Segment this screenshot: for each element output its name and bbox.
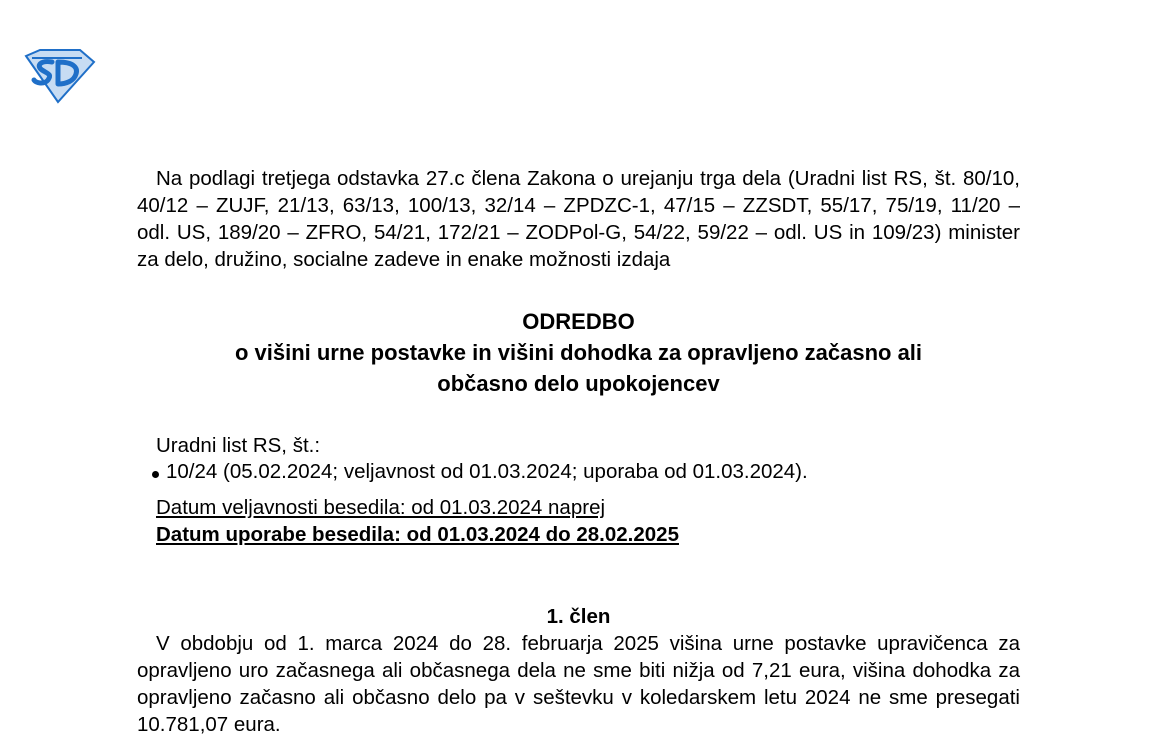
application-date: Datum uporabe besedila: od 01.03.2024 do 28.02.2025: [156, 523, 679, 546]
article-text: V obdobju od 1. marca 2024 do 28. februarja 2025 višina urne postavke upravičenca za opravljeno uro začasnega ali občasnega dela ne sme biti nižja od 7,21 eura, višina dohodka za opravljeno začasno ali občasno delo pa v seštevku v koledarskem letu 2024 ne sme presegati 10.781,07 eura.: [137, 632, 1020, 736]
gazette-entry: [137, 459, 1020, 485]
publisher-logo: [22, 48, 96, 104]
gazette-list: [137, 459, 1020, 485]
document-body: [137, 165, 1020, 738]
gazette-entry-text: 10/24 (05.02.2024; veljavnost od 01.03.2024; uporaba od 01.03.2024).: [166, 460, 808, 483]
document-subtitle-line-1: o višini urne postavke in višini dohodka za opravljeno začasno ali: [234, 340, 923, 365]
title-block: [137, 306, 1020, 399]
article-title: 1. člen: [546, 605, 611, 628]
dates-block: [137, 494, 1020, 548]
gazette-label: Uradni list RS, št.:: [156, 434, 321, 457]
logo-icon: [22, 48, 96, 104]
intro-paragraph: Na podlagi tretjega odstavka 27.c člena Zakona o urejanju trga dela (Uradni list RS, št. 80/10, 40/12 – ZUJF, 21/13, 63/13, 100/13, 32/14 – ZPDZC-1, 47/15 – ZZSDT, 55/17, 75/19, 11/20 – odl. US, 189/20 – ZFRO, 54/21, 172/21 – ZODPol-G, 54/22, 59/22 – odl. US in 109/23) minister za delo, družino, socialne zadeve in enake možnosti izdaja: [137, 167, 1020, 271]
bullet-icon: [152, 471, 159, 478]
document-title: ODREDBO: [522, 309, 635, 334]
validity-date: Datum veljavnosti besedila: od 01.03.2024 naprej: [156, 496, 606, 519]
document-subtitle-line-2: občasno delo upokojencev: [437, 371, 720, 396]
